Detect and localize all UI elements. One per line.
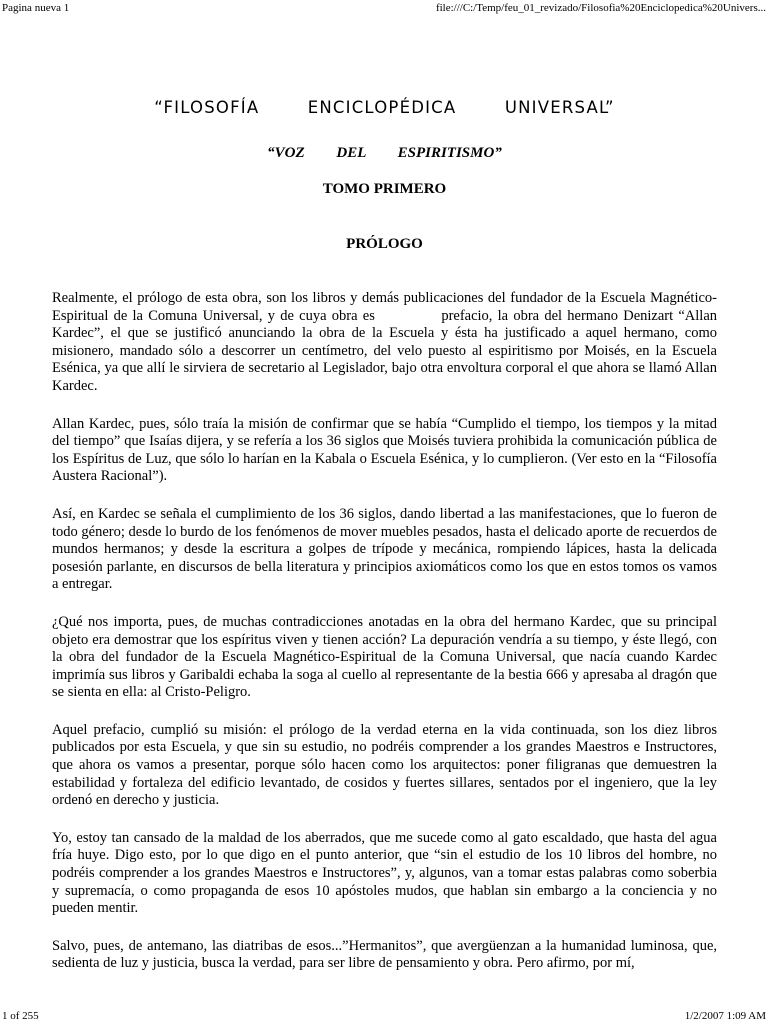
page-count: 1 of 255 [2,1010,39,1022]
paragraph-6: Yo, estoy tan cansado de la maldad de los aberrados, que me sucede como al gato escaldado, que hasta del agua fría huye. Digo esto, por lo que digo en el punto anterior, que “sin el estudio de los 10 libros del hombre, no podréis comprender a los grandes Maestros e Instructores”, y, algunos, van a tomar estas palabras como soberbia y supremacía, o como propaganda de esos 10 apóstoles mudos, que hablan sin embargo a la conciencia y no pueden mentir. [52,829,717,917]
print-datetime: 1/2/2007 1:09 AM [684,1010,766,1022]
paragraph-1 [52,290,717,396]
file-path: file:///C:/Temp/feu_01_revizado/Filosofia%20Enciclopedica%20Univers... [435,2,766,14]
paragraph-4: ¿Qué nos importa, pues, de muchas contradicciones anotadas en la obra del hermano Kardec, que su principal objeto era demostrar que los espíritus viven y tienen acción? La depuración vendría a su tiempo, y éste llegó, con la obra del fundador de la Escuela Magnético-Espiritual de la Comuna Universal, que nacía cuando Kardec imprimía sus libros y Garibaldi echaba la soga al cuello al representante de la bestia 666 y apresaba al dragón que se sienta en ella: al Cristo-Peligro. [52,613,717,701]
paragraph-2: Allan Kardec, pues, sólo traía la misión de confirmar que se había “Cumplido el tiempo, los tiempos y la mitad del tiempo” que Isaías dijera, y se refería a los 36 siglos que Moisés tuviera prohibida la comunicación pública de los Espíritus de Luz, que sólo lo harían en la Kabala o Escuela Esénica, y lo cumplieron. (Ver esto en la “Filosofía Austera Racional”). [52,415,717,485]
paragraph-5: Aquel prefacio, cumplió su misión: el prólogo de la verdad eterna en la vida continuada, son los diez libros publicados por esta Escuela, y que sin su estudio, no podréis comprender a los grandes Maestros e Instructores, que ahora os vamos a presentar, porque sólo hacen como los arquitectos: poner filigranas que demuestren la estabilidad y fortaleza del edificio levantado, de cosidos y fuertes sillares, sentados por el ingeniero, que la ley ordenó en derecho y justicia. [52,721,717,809]
paragraph-3: Así, en Kardec se señala el cumplimiento de los 36 siglos, dando libertad a las manifestaciones, que lo fueron de todo género; desde lo burdo de los fenómenos de mover muebles pesados, hasta el delicado aporte de recuerdos de mundos hermanos; y desde la escritura a golpes de trípode y mecánica, rompiendo lápices, hasta la delicada posesión parlante, en discursos de bella literatura y principios axiomáticos como los que en estos tomos os vamos a entregar. [52,505,717,593]
section-heading: PRÓLOGO [346,236,423,252]
volume-label: TOMO PRIMERO [322,181,447,197]
document-title: “FILOSOFÍA ENCICLOPÉDICA UNIVERSAL” [154,98,615,117]
prologue-text [52,290,717,973]
document-subtitle: “VOZ DEL ESPIRITISMO” [267,145,502,161]
paragraph-7: Salvo, pues, de antemano, las diatribas de esos...”Hermanitos”, que avergüenzan a la humanidad luminosa, que, sedienta de luz y justicia, busca la verdad, para ser libre de pensamiento y obra. Pero afirmo, por mí, [52,937,717,972]
print-footer [0,1008,768,1024]
print-header [0,0,768,16]
paragraph-1-part-2: prefacio, la obra del hermano Denizart “Allan Kardec”, el que se justificó anunciando la obra de la Escuela y ésta ha justificado a aquel hermano, como misionero, mandado sólo a descorrer un centímetro, del velo puesto al espiritismo por Moisés, en la Escuela Esénica, ya que allí le sirviera de secretario al Legislador, bajo otra envoltura corporal el que ahora se llamó Allan Kardec. [52,307,718,394]
page-title: Pagina nueva 1 [2,2,70,14]
paragraph-1-part-1: Realmente, el prólogo de esta obra, son los libros y demás publicaciones del fundador de la Escuela Magnético-Espiritual de la Comuna Universal, y de cuya obra es [52,290,717,324]
